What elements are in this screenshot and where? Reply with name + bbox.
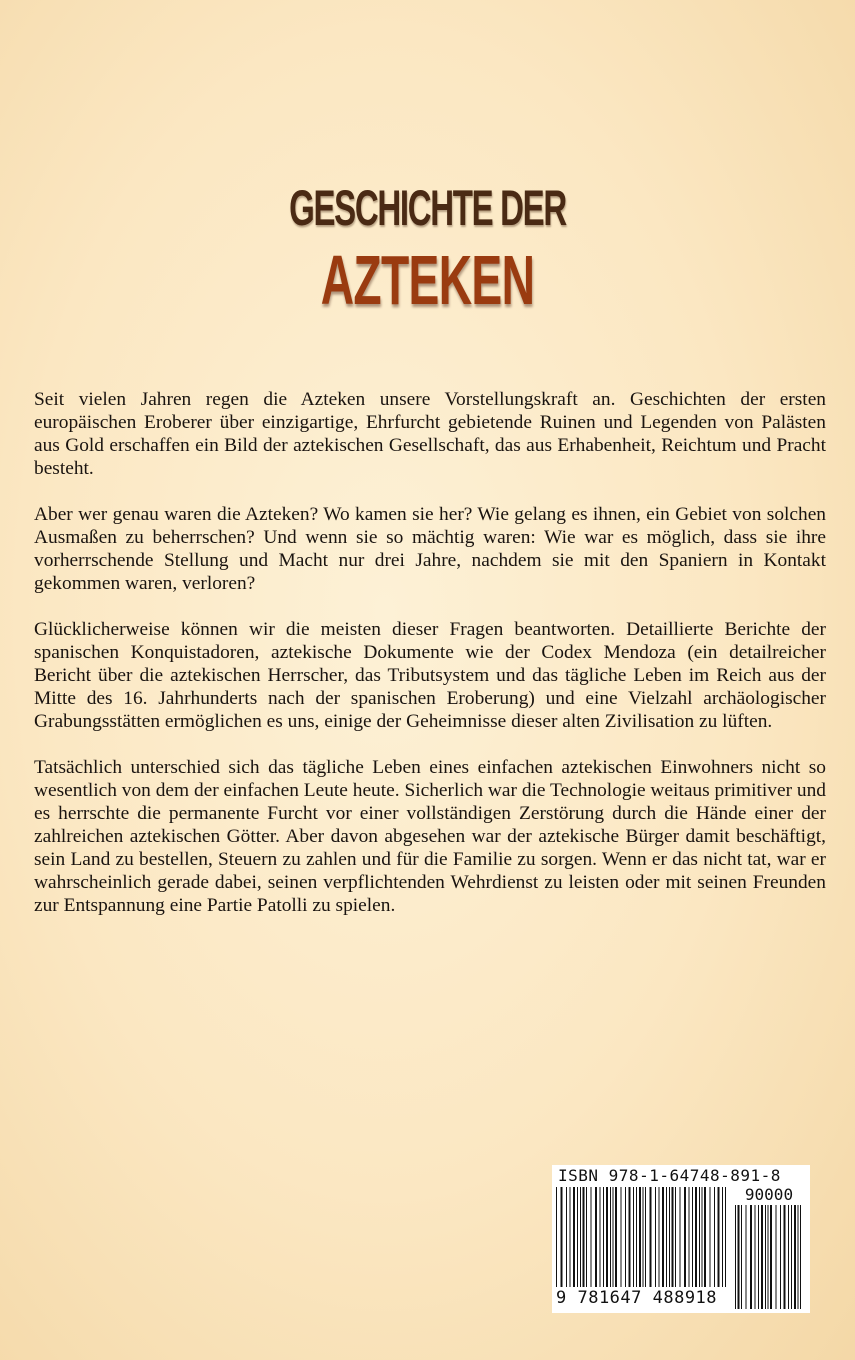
blurb-paragraph-1: Seit vielen Jahren regen die Azteken unsere Vorstellungskraft an. Geschichten der ersten europäischen Eroberer über einzigartige, Ehrfurcht gebietende Ruinen und Legenden von Palästen aus Gold erschaffen ein Bild der aztekischen Gesellschaft, das aus Erhabenheit, Reichtum und Pracht besteht.	[34, 389, 826, 479]
isbn-number: ISBN 978-1-64748-891-8	[558, 1166, 781, 1185]
blurb-text	[34, 388, 826, 940]
title-line-1: GESCHICHTE DER	[289, 180, 566, 236]
book-title	[0, 178, 855, 322]
ean-digits: 9 781647 488918	[556, 1287, 732, 1309]
blurb-paragraph-4: Tatsächlich unterschied sich das tägliche Leben eines einfachen aztekischen Einwohners nicht so wesentlich von dem der einfachen Leute heute. Sicherlich war die Technologie weitaus primitiver und es herrschte die permanente Furcht vor einer vollständigen Zerstörung durch die Hände einer der zahlreichen aztekischen Götter. Aber davon abgesehen war der aztekische Bürger damit beschäftigt, sein Land zu bestellen, Steuern zu zahlen und für die Familie zu sorgen. Wenn er das nicht tat, war er wahrscheinlich gerade dabei, seinen verpflichtenden Wehrdienst zu leisten oder mit seinen Freunden zur Entspannung eine Partie Patolli zu spielen.	[34, 757, 826, 916]
title-line-2: AZTEKEN	[320, 241, 535, 319]
blurb-paragraph-3: Glücklicherweise können wir die meisten dieser Fragen beantworten. Detaillierte Berichte der spanischen Konquistadoren, aztekische Dokumente wie der Codex Mendoza (ein detailreicher Bericht über die aztekischen Herrscher, das Tributsystem und das tägliche Leben im Reich aus der Mitte des 16. Jahrhunderts nach der spanischen Eroberung) und eine Vielzahl archäologischer Grabungsstätten ermöglichen es uns, einige der Geheimnisse dieser alten Zivilisation zu lüften.	[34, 619, 826, 732]
price-addon: 90000	[744, 1185, 794, 1204]
isbn-barcode	[552, 1165, 810, 1313]
blurb-paragraph-2: Aber wer genau waren die Azteken? Wo kamen sie her? Wie gelang es ihnen, ein Gebiet von solchen Ausmaßen zu beherrschen? Und wenn sie so mächtig waren: Wie war es möglich, dass sie ihre vorherrschende Stellung und Macht nur drei Jahre, nachdem sie mit den Spaniern in Kontakt gekommen waren, verloren?	[34, 504, 826, 594]
